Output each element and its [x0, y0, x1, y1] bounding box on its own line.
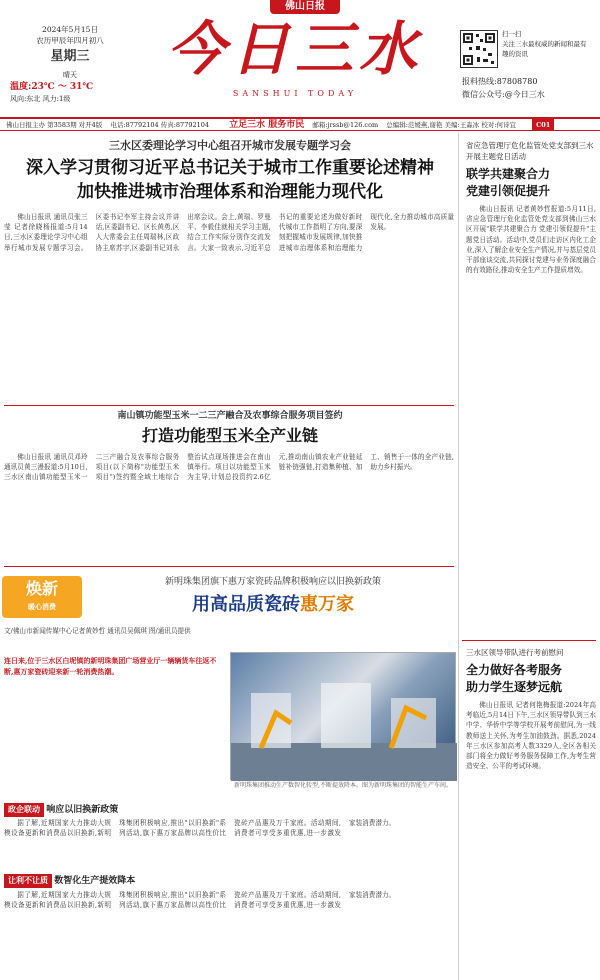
banner-headline-a: 用高品质瓷砖	[192, 594, 300, 615]
side2-body-text: 佛山日报讯 记者何艳梅报道:2024年高考临近,5月14日下午,三水区领导带队到三水中学、华侨中学等学校开展考前慰问,为一线教师送上关怀,为考生加油鼓劲。据悉,2024年三水区参加高考人数3329人,全区各相关部门将全力做好考务服务保障工作,为考生营造安全、公平的考试环境。	[466, 701, 596, 771]
weekday: 星期三	[50, 48, 90, 64]
qr-pattern	[461, 31, 497, 67]
section1-title: 响应以旧换新政策	[46, 805, 119, 815]
hotline-block	[462, 76, 592, 102]
email-info[interactable]: 邮箱:jrssb@126.com	[312, 121, 379, 129]
banner-kicker: 新明珠集团旗下惠万家瓷砖品牌积极响应以旧换新政策	[164, 577, 381, 587]
side1-headline-1: 联学共建聚合力	[466, 167, 551, 181]
lead-body-text: 佛山日报讯 通讯员张三莹 记者徐晓杨报道:5月14日,三水区委理论学习中心组举行城市发展专题学习会。区委书记李军主持会议并讲话,区委副书记、区长黄勇,区人大常委会主任周瑞林,区政协主席苏宇,区委副书记刘永出席会议。会上,黄瑞、罗曼平、李毅佳就相关学习主题,结合工作实际分别作交流发言。大家一致表示,习近平总书记的重要论述为做好新时代城市工作指明了方向,要深刻把握城市发展规律,加快推进城市治理体系和治理能力现代化,全力推动城市高质量发展。	[4, 213, 454, 252]
qr-code-icon[interactable]	[460, 30, 498, 68]
newspaper-subtitle: SANSHUI TODAY	[232, 89, 358, 98]
slogan: 立足三水 服务市民	[229, 120, 305, 130]
date-block	[10, 24, 130, 66]
renew-logo	[2, 576, 82, 618]
story2-body	[4, 452, 454, 564]
story2-kicker: 南山镇功能型玉米一二三产融合及农事综合服务项目签约	[117, 411, 343, 421]
divider	[462, 640, 596, 641]
lead-kicker: 三水区委理论学习中心组召开城市发展专题学习会	[109, 139, 351, 152]
section-heading-1	[4, 803, 118, 817]
lead-headline-2: 加快推进城市治理体系和治理能力现代化	[77, 182, 383, 202]
story3-body-2	[4, 890, 456, 976]
side2-headline-1: 全力做好各考服务	[466, 663, 563, 677]
factory-illustration	[231, 653, 457, 781]
section1-tag: 政企联动	[4, 803, 44, 817]
weather-wind: 风向:东北 风力:1级	[10, 95, 71, 103]
weather-label: 晴天	[63, 71, 77, 79]
side1-headline-2: 党建引领促提升	[466, 184, 551, 198]
story2-headline: 打造功能型玉米全产业链	[141, 426, 318, 445]
story3-body-text-1: 据了解,近期国家大力推动大规模设备更新和消费品以旧换新,新明珠集团积极响应,推出"以旧换新"系列活动,旗下惠万家品牌以高性价比瓷砖产品惠及万千家庭。活动期间,消费者可享受多重优惠,进一步激发家装消费潜力。	[4, 819, 396, 838]
story2-body-text: 佛山日报讯 通讯员邓玲 通讯员黄三漫报道:5月10日,三水区南山镇功能型玉米一二三产融合及农事综合服务项目(以下简称"功能型玉米项目")签约暨全域土地综合整治试点现场推进会在南山镇举行。项目以功能型玉米为主导,计划总投资约2.6亿元,推动南山镇农业产业链延链补链强链,打造集种植、加工、销售于一体的全产业链,助力乡村振兴。	[4, 453, 454, 482]
factory-photo	[230, 652, 456, 780]
page-number: C01	[532, 119, 554, 131]
phone-info: 电话:87792104 传真:87792104	[110, 121, 210, 129]
qr-desc: 关注三水最权威的新闻和最有趣的资讯	[502, 39, 587, 58]
side1-body	[466, 204, 596, 634]
newspaper-title: 今日三水	[166, 15, 423, 83]
wechat-account: 微信公众号:@今日三水	[462, 89, 545, 99]
story3-body-1	[4, 818, 456, 872]
divider	[4, 566, 454, 567]
lead-headline-1: 深入学习贯彻习近平总书记关于城市工作重要论述精神	[26, 158, 434, 178]
side1-body-text: 佛山日报讯 记者黄妙哲报道:5月11日,省应急管理厅危化监管处党支部到佛山三水区开展"联学共建聚合力 党建引领促提升"主题党日活动。活动中,党员们走访区内化工企业,深入了解企业安全生产情况,并与基层党员干部座谈交流,共同探讨党建与业务深度融合的有效路径,推动安全生产工作提质增效。	[466, 205, 596, 275]
section2-title: 数智化生产提效降本	[54, 876, 136, 886]
lead-body	[4, 212, 454, 402]
renew-logo-text: 焕新	[25, 579, 58, 598]
side2-headline-2: 助力学生逐梦远航	[466, 680, 563, 694]
info-bar	[0, 117, 600, 131]
weather-temp: 温度:23℃ ～ 31℃	[10, 81, 94, 92]
side2-kicker: 三水区领导带队进行考前慰问	[466, 648, 564, 657]
date-gregorian: 2024年5月15日	[42, 25, 98, 34]
banner-headline-b: 惠万家	[300, 594, 354, 615]
story3-body-text-2: 据了解,近期国家大力推动大规模设备更新和消费品以旧换新,新明珠集团积极响应,推出"以旧换新"系列活动,旗下惠万家品牌以高性价比瓷砖产品惠及万千家庭。活动期间,消费者可享受多重优惠,进一步激发家装消费潜力。	[4, 891, 396, 910]
renew-logo-sub: 暖心消费	[28, 602, 56, 611]
side1-kicker: 省应急管理厅危化监管处党支部到三水开展主题党日活动	[466, 141, 594, 162]
publisher-info: 佛山日报主办 第3583期 对开4版	[6, 121, 103, 129]
editor-info: 总编辑:范媛燕,谢艳 美编:王淼冰 校对:何诗宜	[386, 121, 517, 129]
section-heading-2	[4, 874, 135, 888]
qr-text	[502, 30, 592, 59]
story3-lead: 连日来,位于三水区白坭镇的新明珠集团广场营业厅一辆辆货车往返不断,惠万家瓷砖迎来新一轮消费热潮。	[4, 656, 217, 676]
hotline: 报料热线:87808780	[462, 77, 538, 86]
banner-headline	[90, 592, 456, 618]
divider	[4, 405, 454, 406]
story3-byline: 文/佛山市新闻传媒中心记者黄妙哲 通讯员吴佩琪 图/通讯员提供	[4, 627, 191, 635]
side2-body	[466, 700, 596, 976]
section2-tag: 让利不让质	[4, 874, 52, 888]
date-lunar: 农历甲辰年四月初八	[36, 36, 104, 46]
photo-caption: 新明珠集团推动生产数智化转型,不断提效降本。图为新明珠集团的智能生产车间。	[234, 782, 452, 789]
paper-logo: 佛山日报	[270, 0, 340, 14]
qr-hint: 扫一扫	[502, 30, 522, 38]
weather-block	[10, 70, 130, 105]
